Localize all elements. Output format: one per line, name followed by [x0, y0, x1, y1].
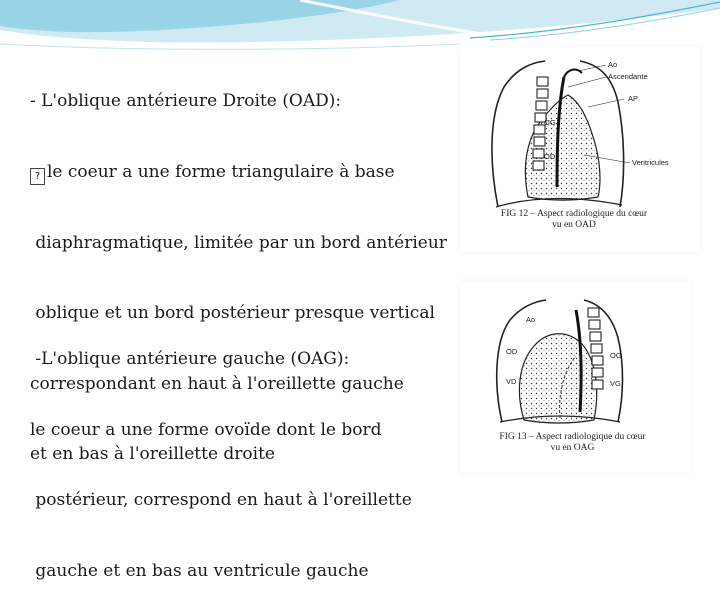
oad-line-4: oblique et un bord postérieur presque vertical — [30, 303, 435, 323]
oad-caption — [474, 209, 674, 231]
oad-label-ap: AP — [628, 94, 639, 103]
oad-line-6: et en bas à l'oreillette droite — [30, 444, 275, 464]
oag-label-ao: Ao — [526, 315, 536, 324]
oad-label-ventricules: Ventricules — [632, 158, 669, 167]
oag-label-og: OG — [610, 351, 622, 360]
oag-label-vd: VD — [506, 377, 517, 386]
oag-label-vg: VG — [610, 379, 621, 388]
oag-line-3: postérieur, correspond en haut à l'oreillette — [30, 490, 412, 510]
oad-label-ascendante: Ascendante — [608, 72, 648, 81]
oag-caption-line-2: vu en OAG — [550, 443, 595, 453]
oad-heading: - L'oblique antérieure Droite (OAD): — [30, 91, 342, 111]
oad-caption-line-2: vu en OAD — [552, 220, 596, 230]
figure-oad — [460, 47, 700, 252]
oad-label-ao: Ao — [608, 60, 618, 69]
oad-line-2: ? le coeur a une forme triangulaire à base — [30, 161, 447, 185]
oad-line-5: correspondant en haut à l'oreillette gauche — [30, 373, 404, 394]
oag-caption-line-1: FIG 13 – Aspect radiologique du cœur — [499, 432, 646, 442]
oag-caption — [470, 432, 675, 454]
oag-description — [30, 301, 412, 607]
oag-heading: -L'oblique antérieure gauche (OAG): — [30, 349, 350, 369]
figure-oag — [460, 282, 690, 472]
oad-label-og: OG — [544, 118, 556, 127]
oad-line-3: diaphragmatique, limitée par un bord antérieur — [30, 232, 447, 253]
oad-caption-line-1: FIG 12 – Aspect radiologique du cœur — [500, 209, 648, 219]
oad-label-od: OD — [544, 152, 556, 161]
oag-line-4: gauche et en bas au ventricule gauche — [30, 560, 369, 581]
missing-glyph-icon: ? — [30, 168, 45, 185]
oag-line-2: le coeur a une forme ovoïde dont le bord — [30, 419, 382, 440]
oag-label-od: OD — [506, 347, 518, 356]
